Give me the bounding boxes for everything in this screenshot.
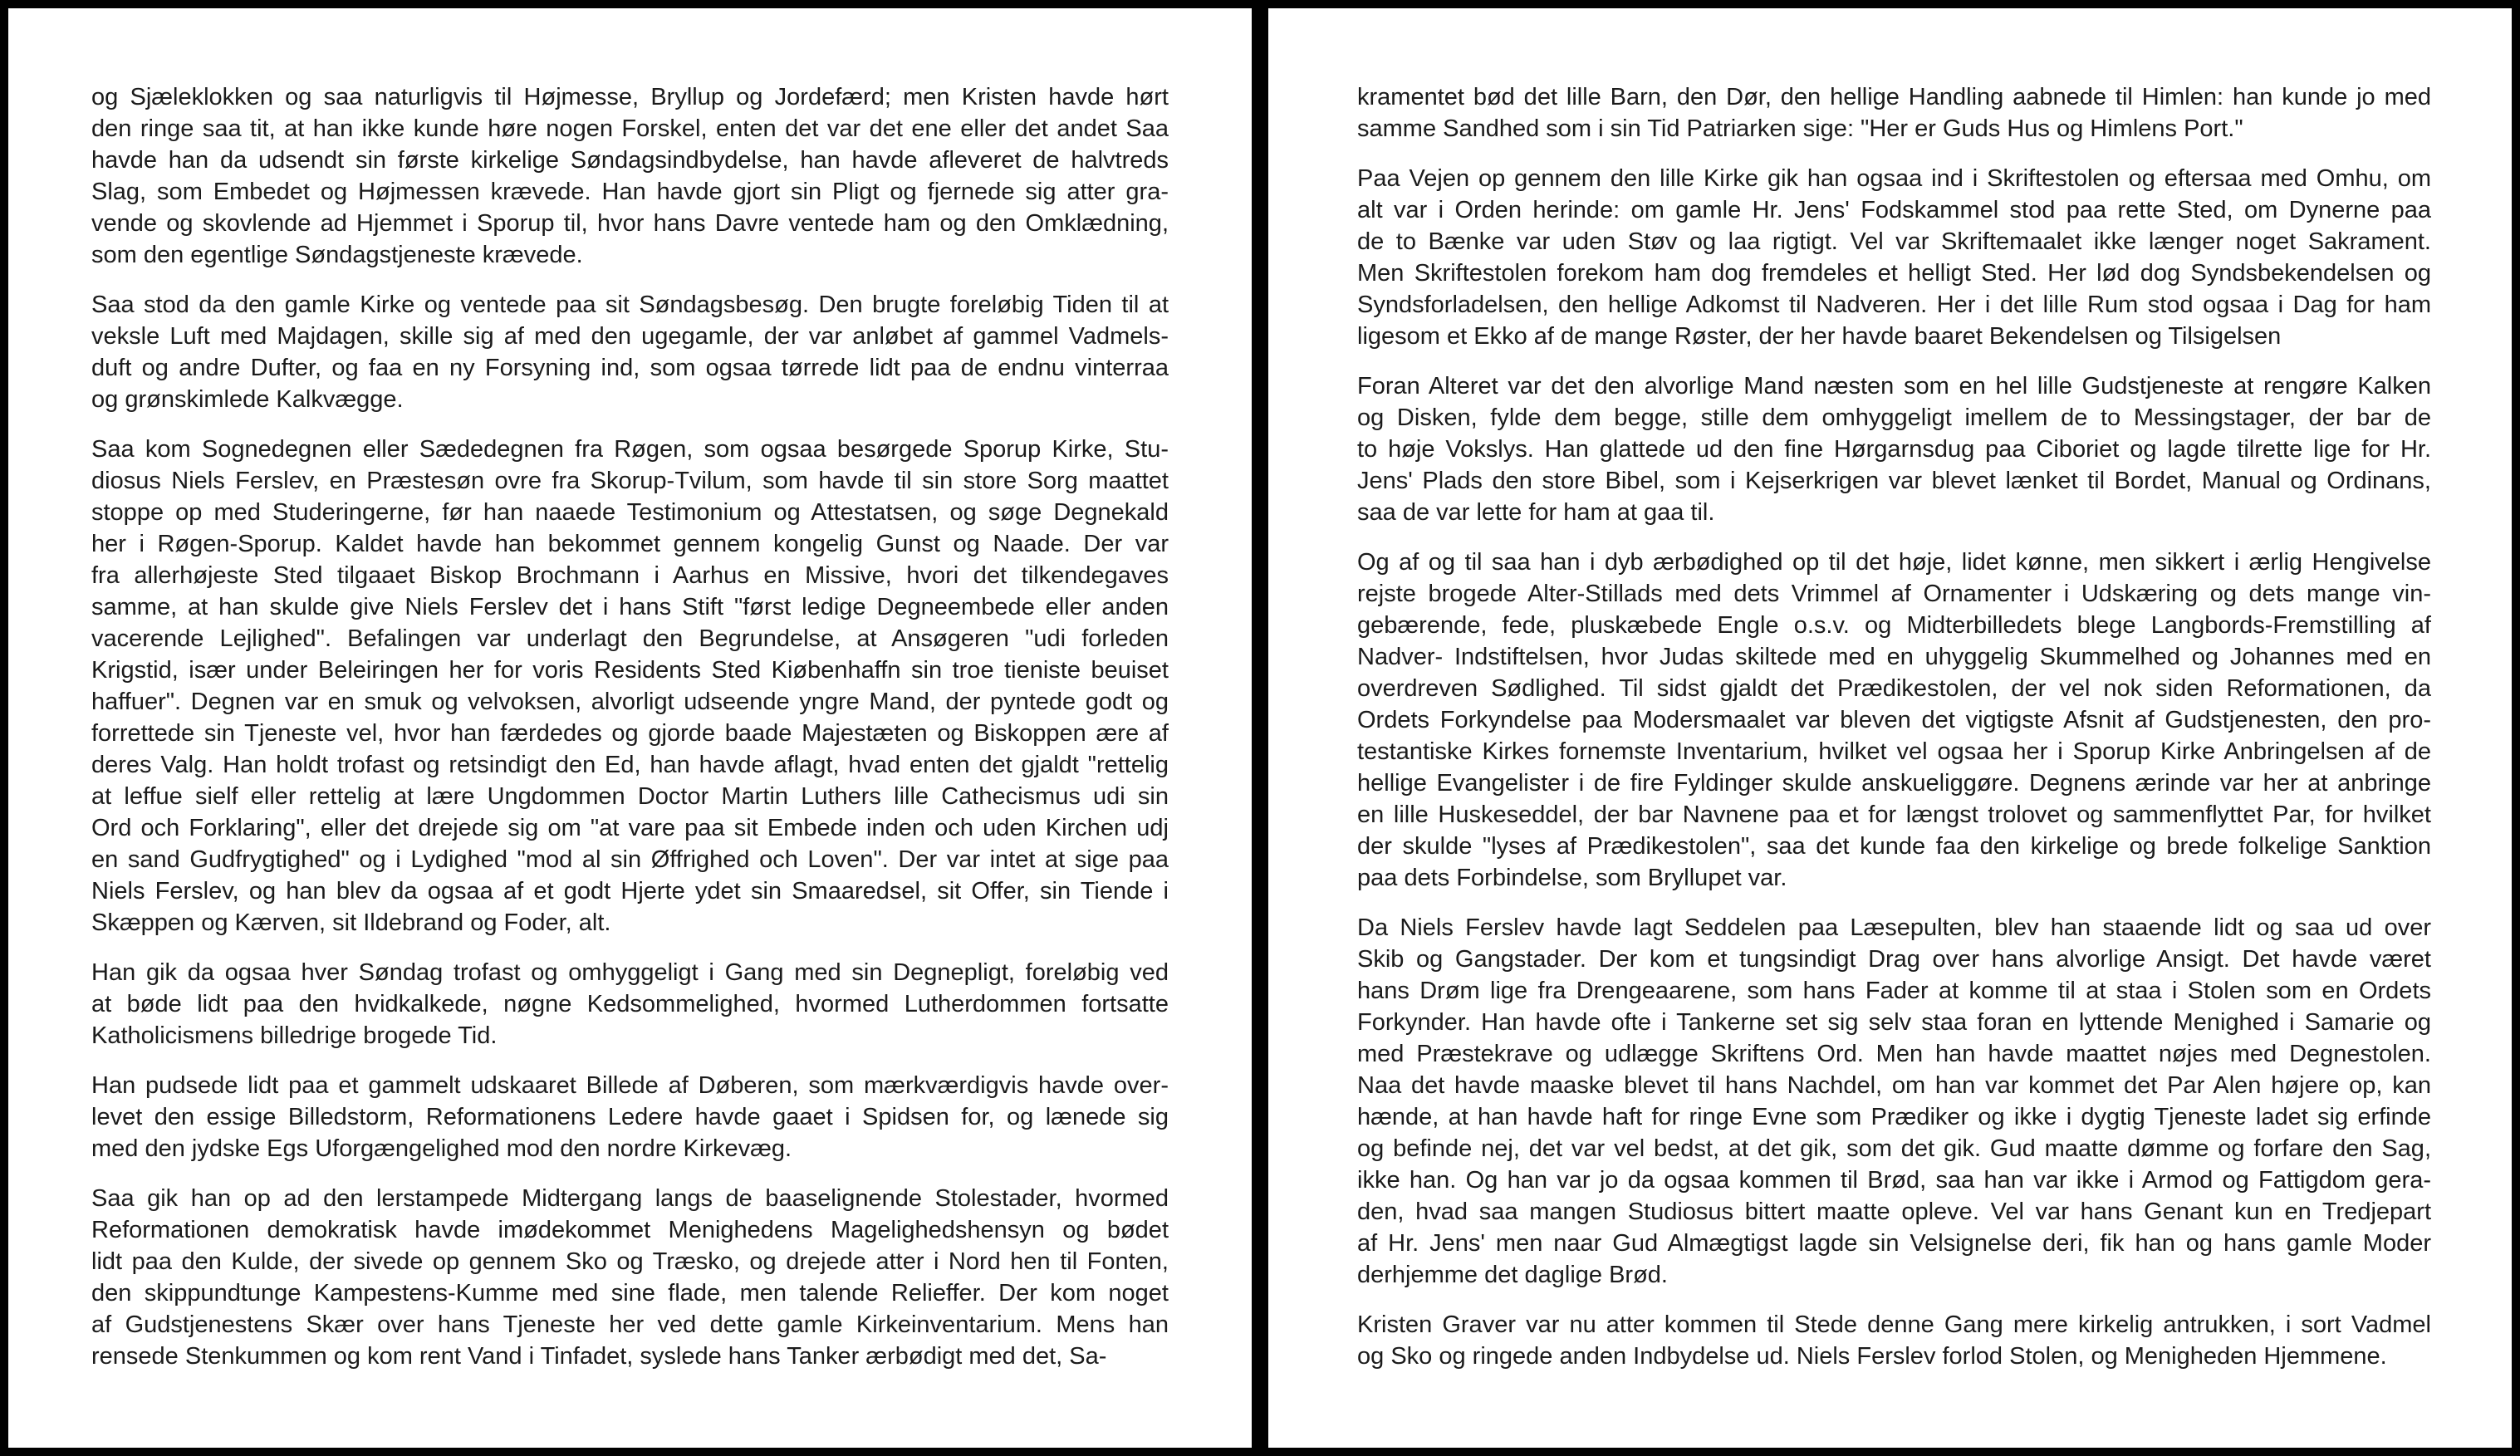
- text-line: og befinde nej, det var vel bedst, at det gik, som det gik. Gud maatte dømme og forfare den Sag,: [1357, 1135, 2431, 1162]
- text-line: en sand Gudfrygtighed" og i Lydighed "mod al sin Øffrighed och Loven". Der var intet at sige paa: [91, 846, 1169, 873]
- paragraph: [91, 289, 1169, 415]
- text-line: Katholicismens billedrige brogede Tid.: [91, 1022, 498, 1049]
- text-line: Ordets Forkyndelse paa Modersmaalet var bleven det vigtigste Afsnit af Gudstjenesten, den pro-: [1357, 707, 2431, 733]
- text-line: Slag, som Embedet og Højmessen krævede. Han havde gjort sin Pligt og fjernede sig atter gra-: [91, 179, 1169, 205]
- text-line: og Sjæleklokken og saa naturligvis til Højmesse, Bryllup og Jordefærd; men Kristen havde hørt: [91, 84, 1169, 110]
- paragraph: [91, 434, 1169, 939]
- text-line: Paa Vejen op gennem den lille Kirke gik han ogsaa ind i Skriftestolen og eftersaa med Omhu, om: [1357, 165, 2431, 192]
- text-line: den ringe saa tit, at han ikke kunde høre nogen Forskel, enten det var det ene eller det andet Saa: [91, 115, 1169, 142]
- text-line: at leffue sielf eller rettelig at lære Ungdommen Doctor Martin Luthers lille Cathecismus udi sin: [91, 783, 1169, 810]
- text-line: Naa det havde maaske blevet til hans Nachdel, om han var kommet det Par Alen højere op, kan: [1357, 1072, 2431, 1099]
- text-line: forrettede sin Tjeneste vel, hvor han færdedes og gjorde baade Majestæten og Biskoppen ære af: [91, 720, 1169, 747]
- text-line: Saa stod da den gamle Kirke og ventede paa sit Søndagsbesøg. Den brugte foreløbig Tiden til at: [91, 292, 1169, 318]
- text-line: hans Drøm lige fra Drengeaarene, som hans Fader at komme til at staa i Stolen som en Ordets: [1357, 978, 2431, 1004]
- page-left-text-column: [8, 8, 1252, 1448]
- paragraph: [1357, 370, 2431, 528]
- text-line: haffuer". Degnen var en smuk og velvoksen, alvorligt udseende yngre Mand, der pyntede godt og: [91, 689, 1169, 715]
- text-line: Niels Ferslev, og han blev da ogsaa af et godt Hjerte ydet sin Smaaredsel, sit Offer, sin Tiende i: [91, 878, 1169, 904]
- text-line: ikke han. Og han var jo da ogsaa kommen til Brød, saa han var ikke i Armod og Fattigdom gera-: [1357, 1167, 2431, 1194]
- text-line: en lille Huskeseddel, der bar Navnene paa et for længst trolovet og sammenflyttet Par, for hvilket: [1357, 802, 2431, 828]
- text-line: lidt paa den Kulde, der sivede op gennem Sko og Træsko, og drejede atter i Nord hen til Fonten,: [91, 1248, 1169, 1275]
- text-line: rensede Stenkummen og kom rent Vand i Tinfadet, syslede hans Tanker ærbødigt med det, Sa-: [91, 1343, 1107, 1370]
- text-line: den skippundtunge Kampestens-Kumme med sine flade, men talende Relieffer. Der kom noget: [91, 1280, 1169, 1306]
- text-line: Skæppen og Kærven, sit Ildebrand og Foder, alt.: [91, 909, 611, 936]
- text-line: samme, at han skulde give Niels Ferslev det i hans Stift "først ledige Degneembede eller anden: [91, 594, 1169, 620]
- text-line: samme Sandhed som i sin Tid Patriarken sige: "Her er Guds Hus og Himlens Port.": [1357, 115, 2243, 142]
- text-line: Skib og Gangstader. Der kom et tungsindigt Drag over hans alvorlige Ansigt. Det havde været: [1357, 946, 2431, 973]
- text-line: to høje Vokslys. Han glattede ud den fine Hørgarnsdug paa Ciboriet og lagde tilrette lige for Hr.: [1357, 436, 2431, 463]
- text-line: hænde, at han havde haft for ringe Evne som Prædiker og ikke i dygtig Tjeneste ladet sig erfinde: [1357, 1104, 2431, 1130]
- text-line: fra allerhøjeste Sted tilgaaet Biskop Brochmann i Aarhus en Missive, hvori det tilkendegaves: [91, 562, 1169, 589]
- text-line: Forkynder. Han havde ofte i Tankerne set sig selv staa foran en lyttende Menighed i Samarie og: [1357, 1009, 2431, 1036]
- text-line: her i Røgen-Sporup. Kaldet havde han bekommet gennem kongelig Gunst og Naade. Der var: [91, 531, 1169, 557]
- text-line: der skulde "lyses af Prædikestolen", saa det kunde faa den kirkelige og brede folkelige Sanktion: [1357, 833, 2431, 860]
- text-line: Kristen Graver var nu atter kommen til Stede denne Gang mere kirkelig antrukken, i sort Vadmel: [1357, 1311, 2431, 1338]
- text-line: vacerende Lejlighed". Befalingen var underlagt den Begrundelse, at Ansøgeren "udi forleden: [91, 625, 1169, 652]
- text-line: rejste brogede Alter-Stillads med dets Vrimmel af Ornamenter i Udskæring og dets mange vin-: [1357, 581, 2431, 607]
- text-line: og Sko og ringede anden Indbydelse ud. Niels Ferslev forlod Stolen, og Menigheden Hjemmene.: [1357, 1343, 2387, 1370]
- page-right: [1268, 8, 2512, 1448]
- text-line: Han gik da ogsaa hver Søndag trofast og omhyggeligt i Gang med sin Degnepligt, foreløbig ved: [91, 959, 1169, 986]
- paragraph: [1357, 81, 2431, 145]
- text-line: Men Skriftestolen forekom ham dog fremdeles et helligt Sted. Her lød dog Syndsbekendelsen og: [1357, 260, 2431, 287]
- text-line: kramentet bød det lille Barn, den Dør, den hellige Handling aabnede til Himlen: han kunde jo med: [1357, 84, 2431, 110]
- text-line: vende og skovlende ad Hjemmet i Sporup til, hvor hans Davre ventede ham og den Omklædning,: [91, 210, 1169, 237]
- text-line: derhjemme det daglige Brød.: [1357, 1262, 1668, 1288]
- text-line: af Gudstjenestens Skær over hans Tjeneste her ved dette gamle Kirkeinventarium. Mens han: [91, 1311, 1169, 1338]
- text-line: og Disken, fylde dem begge, stille dem omhyggeligt imellem de to Messingstager, der bar de: [1357, 404, 2431, 431]
- text-line: Syndsforladelsen, den hellige Adkomst til Nadveren. Her i det lille Rum stod ogsaa i Dag for ham: [1357, 292, 2431, 318]
- text-line: saa de var lette for ham at gaa til.: [1357, 499, 1715, 526]
- text-line: Nadver- Indstiftelsen, hvor Judas skiltede med en uhyggelig Skummelhed og Johannes med en: [1357, 644, 2431, 670]
- page-left: [8, 8, 1252, 1448]
- text-line: levet den essige Billedstorm, Reformationens Ledere havde gaaet i Spidsen for, og lænede sig: [91, 1104, 1169, 1130]
- text-line: ligesom et Ekko af de mange Røster, der her havde baaret Bekendelsen og Tilsigelsen: [1357, 323, 2282, 350]
- text-line: Og af og til saa han i dyb ærbødighed op til det høje, lidet kønne, men sikkert i ærlig Hengivelse: [1357, 549, 2431, 576]
- text-line: af Hr. Jens' men naar Gud Almægtigst lagde sin Velsignelse deri, fik han og hans gamle Moder: [1357, 1230, 2431, 1257]
- text-line: stoppe op med Studeringerne, før han naaede Testimonium og Attestatsen, og søge Degnekald: [91, 499, 1169, 526]
- paragraph: [1357, 163, 2431, 352]
- text-line: med Præstekrave og udlægge Skriftens Ord. Men han havde maattet nøjes med Degnestolen.: [1357, 1041, 2431, 1067]
- text-line: veksle Luft med Majdagen, skille sig af med den ugegamle, der var anløbet af gammel Vadmels-: [91, 323, 1169, 350]
- text-line: Ord och Forklaring", eller det drejede sig om "at vare paa sit Embede inden och uden Kirchen udj: [91, 815, 1169, 841]
- text-line: Saa gik han op ad den lerstampede Midtergang langs de baaselignende Stolestader, hvormed: [91, 1185, 1169, 1212]
- text-line: og grønskimlede Kalkvægge.: [91, 386, 404, 413]
- text-line: overdreven Sødlighed. Til sidst gjaldt det Prædikestolen, der vel nok siden Reformationen, da: [1357, 675, 2431, 702]
- text-line: Reformationen demokratisk havde imødekommet Menighedens Magelighedshensyn og bødet: [91, 1217, 1169, 1243]
- text-line: den, hvad saa mangen Studiosus bittert maatte opleve. Vel var hans Genant kun en Tredjepart: [1357, 1199, 2431, 1225]
- paragraph: [91, 1183, 1169, 1372]
- paragraph: [91, 957, 1169, 1052]
- paragraph: [1357, 912, 2431, 1291]
- text-line: hellige Evangelister i de fire Fyldinger skulde anskueliggøre. Degnens ærinde var her at anbringe: [1357, 770, 2431, 797]
- paragraph: [91, 1070, 1169, 1164]
- page-right-text-column: [1268, 8, 2512, 1448]
- text-line: at bøde lidt paa den hvidkalkede, nøgne Kedsommelighed, hvormed Lutherdommen fortsatte: [91, 991, 1169, 1017]
- text-line: havde han da udsendt sin første kirkelige Søndagsindbydelse, han havde afleveret de halvtreds: [91, 147, 1169, 174]
- text-line: Da Niels Ferslev havde lagt Seddelen paa Læsepulten, blev han staaende lidt og saa ud over: [1357, 914, 2431, 941]
- text-line: Han pudsede lidt paa et gammelt udskaaret Billede af Døberen, som mærkværdigvis havde over-: [91, 1072, 1169, 1099]
- text-line: duft og andre Dufter, og faa en ny Forsyning ind, som ogsaa tørrede lidt paa de endnu vinterraa: [91, 355, 1169, 381]
- text-line: diosus Niels Ferslev, en Præstesøn ovre fra Skorup-Tvilum, som havde til sin store Sorg maattet: [91, 468, 1169, 494]
- text-line: Krigstid, især under Beleiringen her for voris Residents Sted Kiøbenhaffn sin troe tieniste beuiset: [91, 657, 1169, 684]
- text-line: testantiske Kirkes fornemste Inventarium, hvilket vel ogsaa her i Sporup Kirke Anbringelsen af de: [1357, 738, 2431, 765]
- text-line: de to Bænke var uden Støv og laa rigtigt. Vel var Skriftemaalet ikke længer noget Sakrament.: [1357, 228, 2431, 255]
- text-line: som den egentlige Søndagstjeneste krævede.: [91, 242, 583, 268]
- text-line: alt var i Orden herinde: om gamle Hr. Jens' Fodskammel stod paa rette Sted, om Dynerne paa: [1357, 197, 2431, 223]
- text-line: paa dets Forbindelse, som Bryllupet var.: [1357, 865, 1787, 891]
- text-line: Jens' Plads den store Bibel, som i Kejserkrigen var blevet lænket til Bordet, Manual og Ordinans,: [1357, 468, 2431, 494]
- text-line: Saa kom Sognedegnen eller Sædedegnen fra Røgen, som ogsaa besørgede Sporup Kirke, Stu-: [91, 436, 1169, 463]
- text-line: Foran Alteret var det den alvorlige Mand næsten som en hel lille Gudstjeneste at rengøre Kalken: [1357, 373, 2431, 400]
- text-line: gebærende, fede, pluskæbede Engle o.s.v. og Midterbilledets blege Langbords-Fremstilling af: [1357, 612, 2431, 639]
- text-line: med den jydske Egs Uforgængelighed mod den nordre Kirkevæg.: [91, 1135, 792, 1162]
- text-line: deres Valg. Han holdt trofast og retsindigt den Ed, han havde aflagt, hvad enten det gjaldt "rettelig: [91, 752, 1169, 778]
- paragraph: [1357, 547, 2431, 894]
- paragraph: [91, 81, 1169, 271]
- paragraph: [1357, 1309, 2431, 1372]
